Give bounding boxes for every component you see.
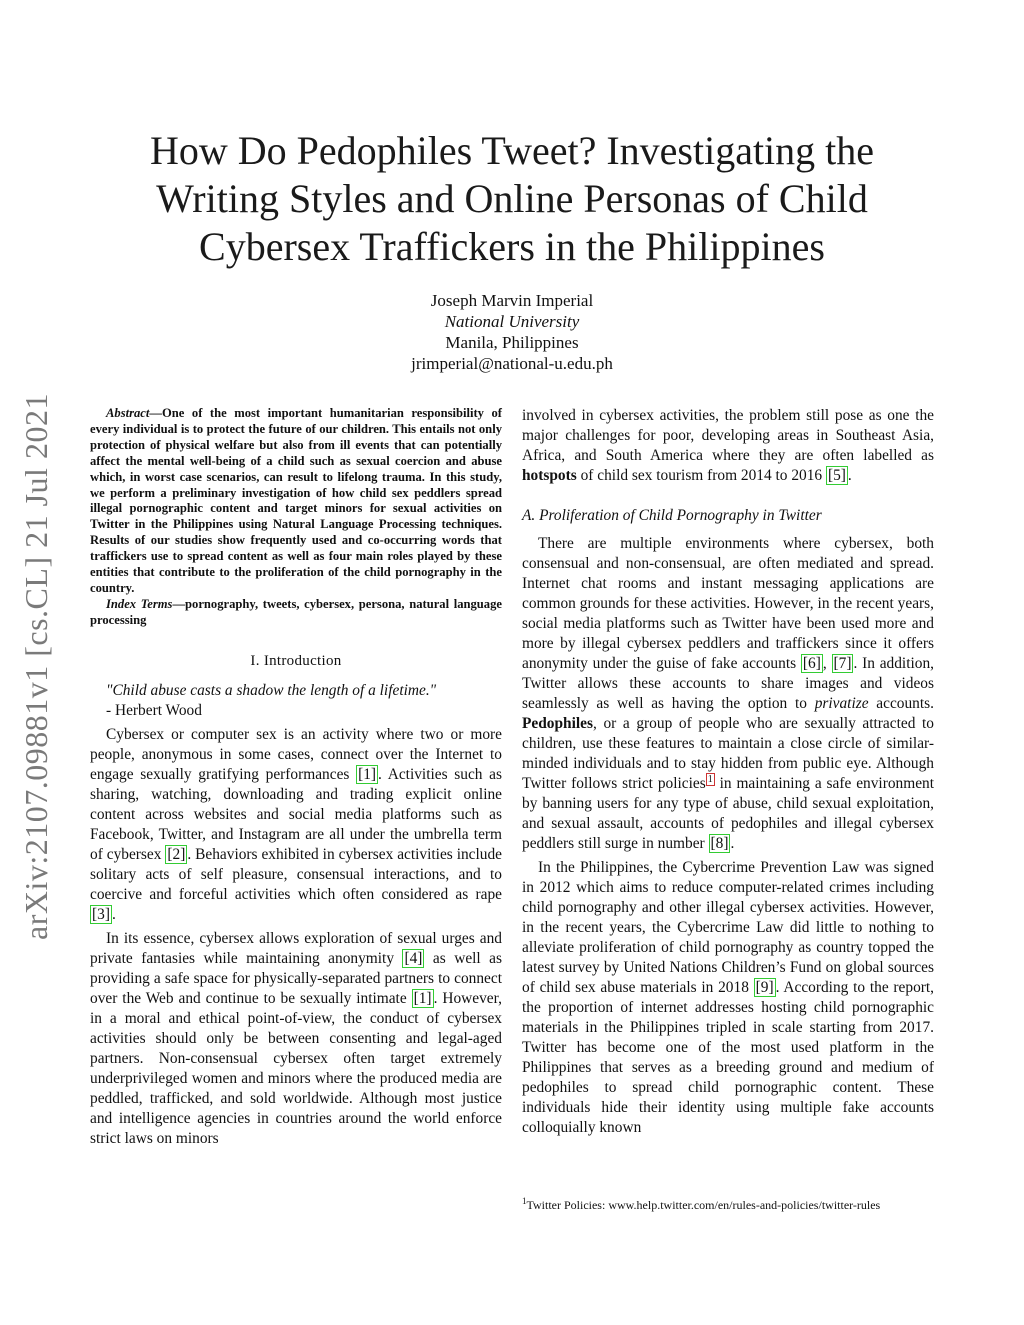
epigraph-author: - Herbert Wood — [106, 701, 202, 719]
author-block — [312, 290, 712, 374]
text-run: . Behaviors exhibited in cybersex activities include solitary acts of self pleasure, consensual interactions, and to coercive and forceful activities which often considered as rape — [90, 845, 502, 903]
footnote-link[interactable]: 1 — [707, 773, 713, 785]
footnote-mark: 1 — [522, 1196, 527, 1206]
subsection-paragraph-1 — [522, 534, 934, 854]
text-run: of child sex tourism from 2014 to 2016 — [576, 467, 826, 484]
text-run: involved in cybersex activities, the problem still pose as one the major challenges for poor, developing areas in Southeast Asia, Africa, and South America where they are often labelled as — [522, 407, 934, 464]
text-run: . According to the report, the proportion of internet addresses hosting child pornographic materials in the Philippines tripled in scale starting from 2017. Twitter has become one of the most used platform in the Philippines that serves as a breeding ground and medium of pedophiles to spread child pornographic content. These individuals hide their identity using multiple fake accounts colloquially known — [522, 979, 935, 1136]
citation-link[interactable]: [4] — [404, 949, 423, 967]
text-run: as well as providing a safe space for physically-separated partners to connect over the Web and continue to be sexually intimate — [90, 949, 502, 1007]
text-run: In its essence, cybersex allows exploration of sexual urges and private fantasies while maintaining anonymity — [90, 929, 502, 967]
intro-paragraph-continued — [522, 406, 934, 486]
citation-link[interactable]: [2] — [167, 845, 186, 863]
italic-term: privatize — [814, 695, 869, 712]
text-run: There are multiple environments where cybersex, both consensual and non-consensual, are often mediated and spread. Internet chat rooms and instant messaging applications are common grounds for these activities. However, in the recent years, social media platforms such as Twitter have been used more and more by illegal cybersex peddlers and traffickers since it offers anonymity under the guise of fake accounts — [522, 535, 934, 672]
text-run: . However, in a moral and ethical point-of-view, the conduct of cybersex activities should only be between consenting and legal-aged partners. Non-consensual cybersex often target extremely underprivileged women and minors where the produced media are peddled, trafficked, and sold worldwide. Although most justice and intelligence agencies in countries around the world enforce strict laws on minors — [90, 989, 502, 1147]
citation-link[interactable]: [8] — [710, 835, 729, 852]
author-email[interactable]: jrimperial@national-u.edu.ph — [411, 354, 613, 373]
abstract — [90, 406, 502, 597]
index-terms-text: —pornography, tweets, cybersex, persona, natural language processing — [90, 596, 502, 627]
text-run: accounts. — [868, 695, 934, 712]
text-run: , — [822, 655, 832, 672]
bold-term: hotspots — [522, 467, 577, 484]
abstract-text: —One of the most important humanitarian responsibility of every individual is to protect the future of our children. This entails not only protection of physical welfare but also from ill events that can potentially affect the mental well-being of a child such as sexual coercion and abuse which, in worst case scenarios, can result to lifelong trauma. In this study, we perform a preliminary investigation of how child sex peddlers spread illegal pornographic content and target minors for sexual activities on Twitter in the Philippines using Natural Language Processing techniques. Results of our studies show frequently used and co-occurring words that traffickers use to spread content as well as four main roles played by these entities that contribute to the proliferation of the child pornography in the country. — [90, 406, 502, 595]
footnote — [522, 1194, 934, 1213]
citation-link[interactable]: [6] — [802, 655, 821, 672]
right-column — [522, 406, 934, 1138]
author-name: Joseph Marvin Imperial — [430, 291, 594, 310]
text-run: . — [730, 835, 735, 852]
arxiv-stamp: arXiv:2107.09881v1 [cs.CL] 21 Jul 2021 — [18, 393, 54, 940]
text-run: . In addition, Twitter allows these accounts to share images and videos seamlessly as well as having the option to — [522, 655, 935, 712]
text-run: . — [847, 467, 852, 484]
text-run: In the Philippines, the Cybercrime Prevention Law was signed in 2012 which aims to reduce computer-related crimes including child pornography and other illegal cybersex activities. However, in the recent years, the Cybercrime Law did little to nothing to alleviate proliferation of child pornography as country topped the latest survey by United Nations Children’s Fund on global sources of child sex abuse materials in 2018 — [522, 859, 934, 996]
text-run: in maintaining a safe environment by banning users for any type of abuse, child sexual exploitation, and sexual assault, accounts of pedophiles and illegal cybersex peddlers still surge in number — [522, 775, 935, 852]
index-terms — [90, 597, 502, 629]
citation-link[interactable]: [5] — [827, 467, 846, 484]
bold-term: Pedophiles — [522, 715, 593, 732]
citation-link[interactable]: [7] — [833, 655, 852, 672]
citation-link[interactable]: [9] — [755, 979, 774, 996]
epigraph-quote: "Child abuse casts a shadow the length of a lifetime." — [106, 681, 437, 699]
intro-paragraph-2 — [90, 929, 502, 1149]
index-terms-label: Index Terms — [106, 596, 173, 611]
footnote-text: Twitter Policies: www.help.twitter.com/en/rules-and-policies/twitter-rules — [526, 1198, 881, 1212]
text-run: Cybersex or computer sex is an activity where two or more people, anonymous in some cases, connect over the Internet to engage sexually gratifying performances — [90, 725, 502, 783]
author-location: Manila, Philippines — [445, 333, 579, 352]
citation-link[interactable]: [3] — [92, 905, 110, 923]
text-run: . Activities such as sharing, watching, downloading and trading explicit online content across websites and social media platforms such as Facebook, Twitter, and Instagram are all under the umbrella term of cybersex — [90, 765, 502, 863]
text-run: , or a group of people who are sexually attracted to children, use these features to maintain a close circle of similar-minded individuals and to stay hidden from public eye. Although Twitter follows strict policies — [522, 715, 934, 792]
subsection-paragraph-2 — [522, 858, 934, 1138]
subsection-heading: A. Proliferation of Child Pornography in Twitter — [522, 507, 822, 524]
left-column — [90, 406, 502, 1149]
citation-link[interactable]: [1] — [358, 765, 377, 783]
author-affiliation: National University — [444, 312, 580, 331]
intro-paragraph-1 — [90, 725, 502, 925]
paper-title: How Do Pedophiles Tweet? Investigating the Writing Styles and Online Personas of Child Cybersex Traffickers in the Philippines — [149, 128, 875, 269]
text-run: . — [111, 905, 116, 923]
section-heading: I. Introduction — [250, 652, 342, 669]
abstract-label: Abstract — [106, 406, 150, 420]
citation-link[interactable]: [1] — [413, 989, 432, 1007]
